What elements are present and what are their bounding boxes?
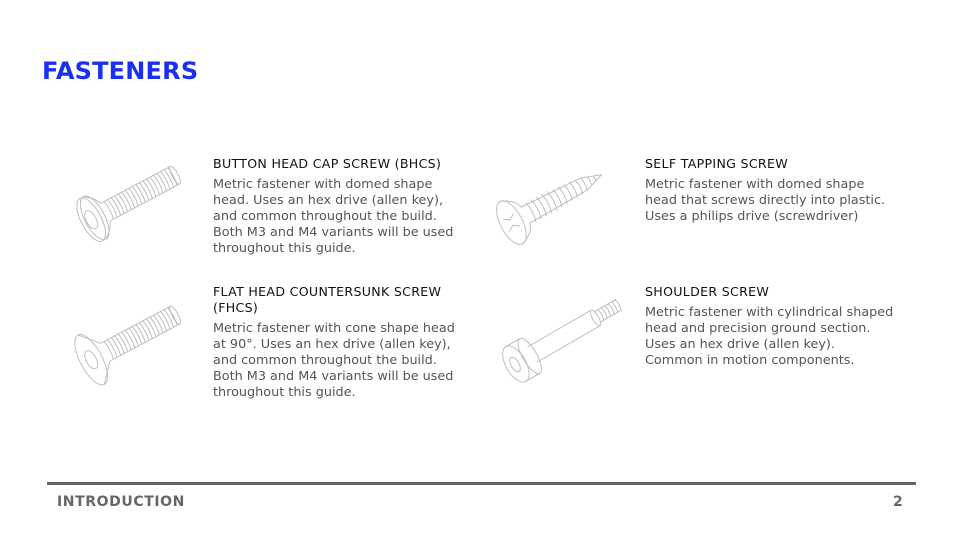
self-tapping-screw-image: [482, 152, 617, 256]
page-title: FASTENERS: [42, 57, 199, 85]
fastener-description: Metric fastener with domed shape head. Uses an hex drive (allen key), and common throughout the build. Both M3 and M4 variants will be used throughout this guide.: [213, 177, 454, 256]
footer-divider: [47, 482, 916, 485]
fastener-heading: SHOULDER SCREW: [645, 284, 770, 299]
flat-head-screw-image: [60, 290, 190, 394]
fastener-description: Metric fastener with cone shape head at 90°. Uses an hex drive (allen key), and common throughout the build. Both M3 and M4 variants will be used throughout this guide.: [213, 321, 455, 400]
page-number: 2: [893, 494, 903, 510]
button-head-screw-image: [60, 150, 190, 254]
fastener-fhcs: [213, 284, 458, 401]
fastener-self-tapping: [645, 156, 895, 225]
fastener-shoulder: [645, 284, 895, 369]
fastener-heading: FLAT HEAD COUNTERSUNK SCREW (FHCS): [213, 284, 442, 315]
shoulder-screw-image: [488, 282, 633, 396]
fastener-description: Metric fastener with domed shape head that screws directly into plastic. Uses a philips drive (screwdriver): [645, 177, 886, 224]
fastener-heading: BUTTON HEAD CAP SCREW (BHCS): [213, 156, 442, 171]
footer-section-label: INTRODUCTION: [57, 494, 185, 510]
fastener-bhcs: [213, 156, 458, 257]
fastener-heading: SELF TAPPING SCREW: [645, 156, 788, 171]
fastener-description: Metric fastener with cylindrical shaped head and precision ground section. Uses an hex drive (allen key). Common in motion components.: [645, 305, 894, 368]
